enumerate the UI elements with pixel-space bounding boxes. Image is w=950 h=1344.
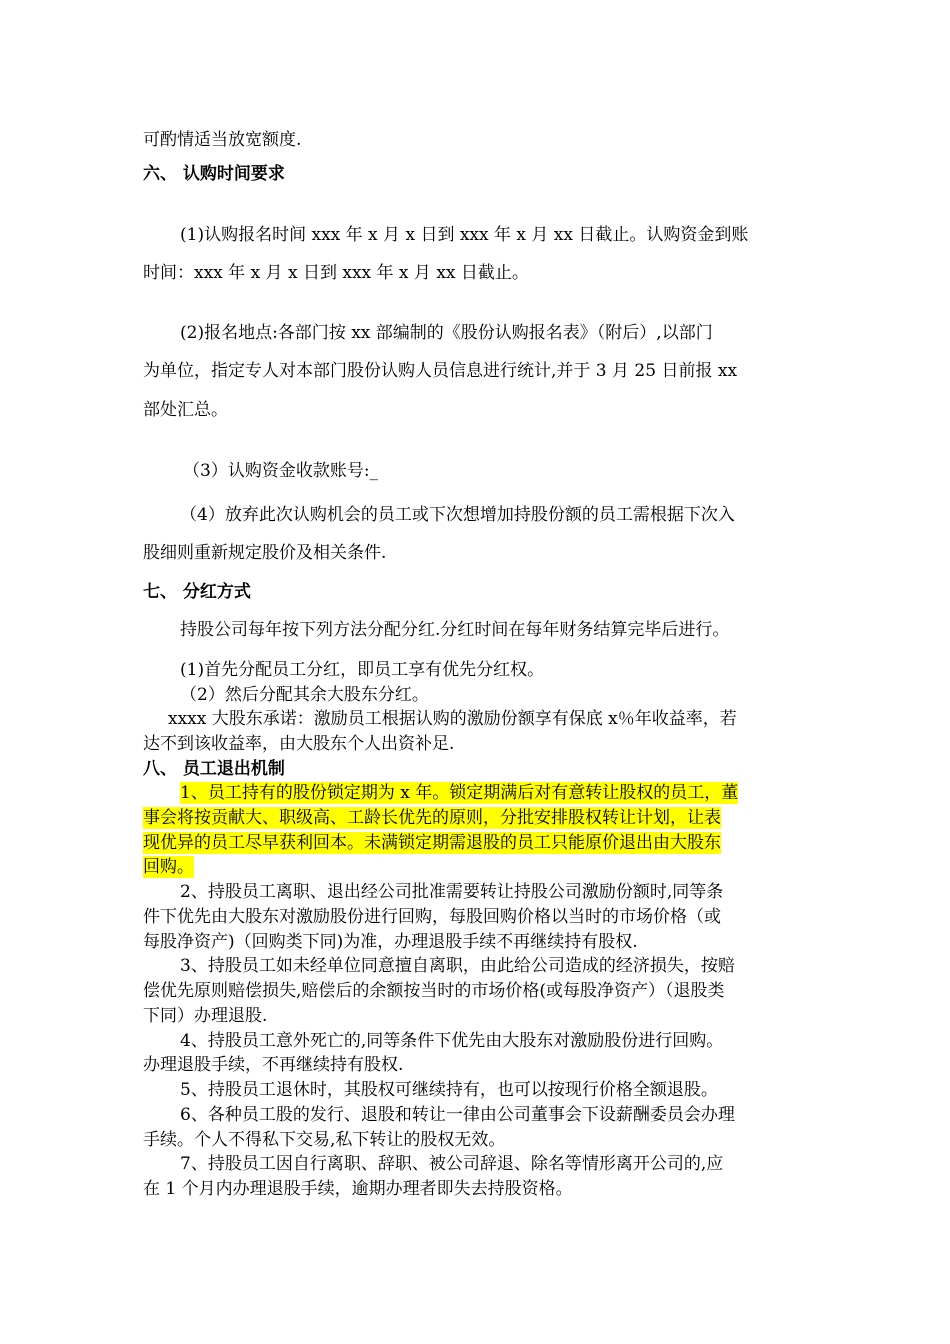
paragraph-line: 办理退股手续，不再继续持有股权. xyxy=(143,1055,404,1075)
paragraph-line: 达不到该收益率，由大股东个人出资补足. xyxy=(143,734,455,754)
paragraph-line: 4、持股员工意外死亡的,同等条件下优先由大股东对激励股份进行回购。 xyxy=(180,1031,724,1051)
paragraph-line: 为单位，指定专人对本部门股份认购人员信息进行统计,并于 3 月 25 日前报 xx xyxy=(143,361,738,381)
highlighted-line: 回购。 xyxy=(143,857,194,877)
paragraph-line: （2）然后分配其余大股东分红。 xyxy=(180,685,429,705)
section-heading-8: 八、 员工退出机制 xyxy=(143,759,285,779)
highlighted-line: 现优异的员工尽早获利回本。未满锁定期需退股的员工只能原价退出由大股东 xyxy=(143,833,721,853)
paragraph-line: 件下优先由大股东对激励股份进行回购，每股回购价格以当时的市场价格（或 xyxy=(143,907,721,927)
paragraph-line: 6、各种员工股的发行、退股和转让一律由公司董事会下设薪酬委员会办理 xyxy=(180,1105,735,1125)
section-heading-6: 六、 认购时间要求 xyxy=(143,164,285,184)
highlighted-line: 事会将按贡献大、职级高、工龄长优先的原则，分批安排股权转让计划，让表 xyxy=(143,808,721,828)
paragraph-line: （3）认购资金收款账号:_ xyxy=(183,461,379,481)
paragraph-line: 在 1 个月内办理退股手续，逾期办理者即失去持股资格。 xyxy=(143,1179,573,1199)
paragraph-line: 偿优先原则赔偿损失,赔偿后的余额按当时的市场价格(或每股净资产）（退股类 xyxy=(143,981,725,1001)
paragraph-line: (1)首先分配员工分红，即员工享有优先分红权。 xyxy=(180,660,545,680)
paragraph-line: (2)报名地点:各部门按 xx 部编制的《股份认购报名表》（附后）,以部门 xyxy=(180,323,713,343)
section-heading-7: 七、 分红方式 xyxy=(143,582,251,602)
paragraph-line: 2、持股员工离职、退出经公司批准需要转让持股公司激励份额时,同等条 xyxy=(180,882,724,902)
paragraph-line: 股细则重新规定股价及相关条件. xyxy=(143,543,387,563)
highlighted-line: 1、员工持有的股份锁定期为 x 年。锁定期满后对有意转让股权的员工，董 xyxy=(180,783,739,803)
paragraph-line: 3、持股员工如未经单位同意擅自离职，由此给公司造成的经济损失，按赔 xyxy=(180,956,735,976)
paragraph-line: 可酌情适当放宽额度. xyxy=(143,130,302,150)
paragraph-line: （4）放弃此次认购机会的员工或下次想增加持股份额的员工需根据下次入 xyxy=(180,505,735,525)
paragraph-line: 5、持股员工退休时，其股权可继续持有，也可以按现行价格全额退股。 xyxy=(180,1080,718,1100)
paragraph-line: 持股公司每年按下列方法分配分红.分红时间在每年财务结算完毕后进行。 xyxy=(180,620,730,640)
paragraph-line: 下同）办理退股. xyxy=(143,1006,268,1026)
paragraph-line: 手续。个人不得私下交易,私下转让的股权无效。 xyxy=(143,1130,506,1150)
paragraph-line: 时间：xxx 年 x 月 x 日到 xxx 年 x 月 xx 日截止。 xyxy=(143,263,529,283)
paragraph-line: xxxx 大股东承诺：激励员工根据认购的激励份额享有保底 x％年收益率，若 xyxy=(168,709,737,729)
paragraph-line: (1)认购报名时间 xxx 年 x 月 x 日到 xxx 年 x 月 xx 日截止。认购资金到账 xyxy=(180,225,749,245)
paragraph-line: 7、持股员工因自行离职、辞职、被公司辞退、除名等情形离开公司的,应 xyxy=(180,1154,724,1174)
paragraph-line: 部处汇总。 xyxy=(143,400,228,420)
paragraph-line: 每股净资产)（回购类下同)为准，办理退股手续不再继续持有股权. xyxy=(143,932,638,952)
